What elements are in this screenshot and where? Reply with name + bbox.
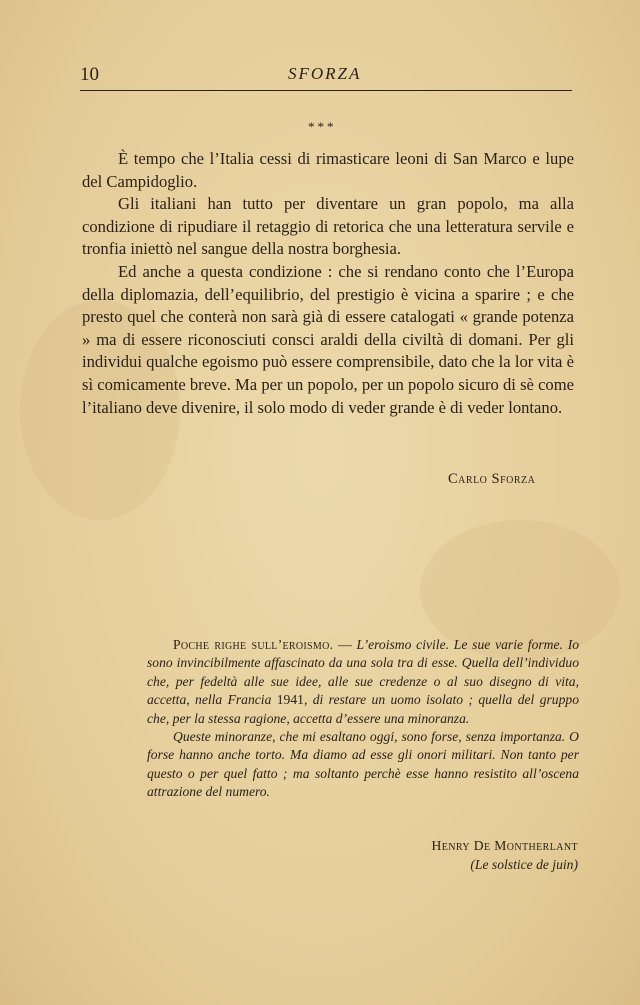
note-author: Henry De Montherlant (431, 838, 578, 853)
paragraph: Ed anche a questa condizione : che si rendano conto che l’Europa della diplomazia, dell’equilibrio, del prestigio è vicina a sparire ; e che presto quel che conterà non sarà già di essere catalogati « grande potenza » ma di essere riconosciuti consci araldi della civiltà di domani. Per gli individui qualche egoismo può essere comprensibile, dato che la lor vita è sì comicamente breve. Ma per un popolo, per un popolo sicuro di sè come l’italiano deve divenire, il solo modo di veder grande è di veder lontano. (82, 261, 574, 417)
paragraph: Gli italiani han tutto per diventare un gran popolo, ma alla condizione di ripudiare il retaggio di retorica che una letteratura servile e tronfia iniettò nel sangue della nostra borghesia. (82, 194, 574, 259)
section-separator: *** (308, 119, 337, 134)
note-source: (Le solstice de juin) (470, 857, 578, 872)
note-dash: — (333, 637, 357, 652)
author-signature: Carlo Sforza (448, 471, 536, 487)
paragraph: È tempo che l’Italia cessi di rimasticare leoni di San Marco e lupe del Campidoglio. (82, 149, 574, 191)
running-title: SFORZA (288, 64, 362, 83)
note-attribution (398, 836, 578, 874)
page-header (80, 62, 572, 91)
note-paragraph: Queste minoranze, che mi esaltano oggi, sono forse, senza importanza. O forse hanno anche torto. Ma diamo ad esse gli onori militari. Non tanto per questo o per quel fatto ; ma soltanto perchè esse hanno resistito all’oscena attrazione del numero. (147, 729, 579, 800)
main-text (82, 148, 574, 419)
note-text: , di restare un uomo isolato ; quella del gruppo che, per la stessa ragione, accetta d’essere una minoranza. (147, 692, 579, 726)
footnote-block (147, 636, 579, 802)
note-lead: Poche righe sull’eroismo. (173, 637, 334, 652)
note-year: 1941 (276, 692, 304, 708)
page-number: 10 (80, 64, 99, 85)
note-paragraph (147, 636, 579, 728)
note-text: L’eroismo civile. Le sue varie forme. Io sono invincibilmente affascinato da una sola tra di esse. Quella dell’individuo che, per fedeltà alle sue idee, alle sue credenze o al suo disegno di vita, accetta, nella Francia (147, 637, 580, 708)
